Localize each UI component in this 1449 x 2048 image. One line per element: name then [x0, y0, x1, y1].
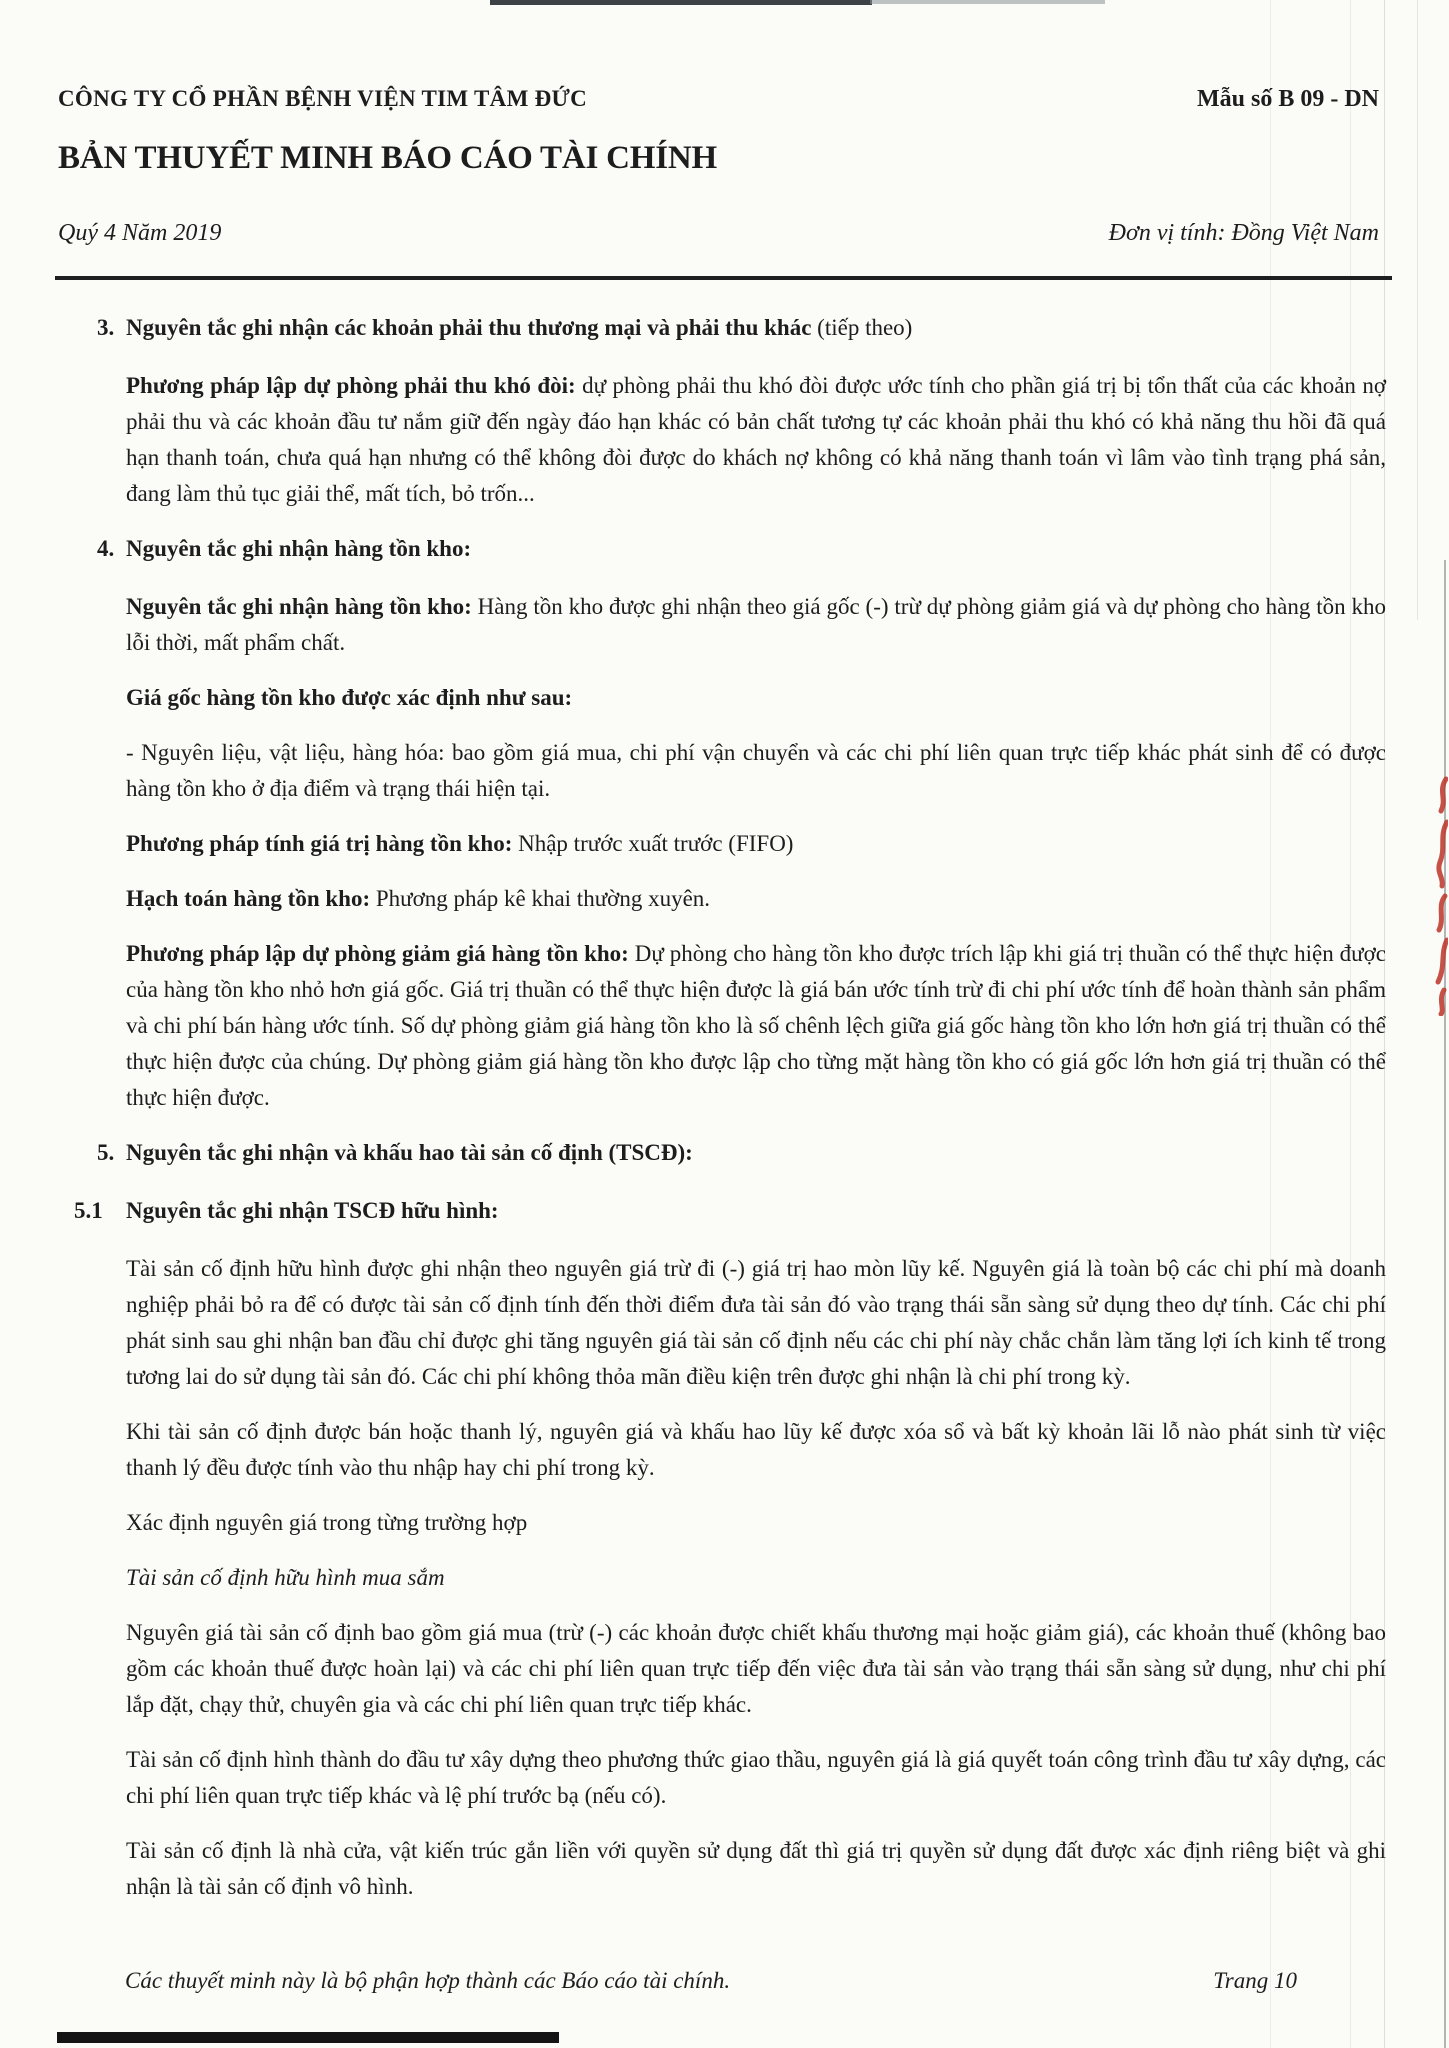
- paragraph-text: Hàng tồn kho được ghi nhận theo giá gốc (-) trừ dự phòng giảm giá và dự phòng cho hàng tồn kho lỗi thời, mất phẩm chất.: [126, 594, 1386, 655]
- paragraph: Tài sản cố định là nhà cửa, vật kiến trúc gắn liền với quyền sử dụng đất thì giá trị quyền sử dụng đất được xác định riêng biệt và ghi nhận là tài sản cố định vô hình.: [126, 1838, 1386, 1899]
- paragraph-text: Phương pháp kê khai thường xuyên.: [370, 886, 711, 911]
- scan-edge-bar-top-light: [870, 0, 1105, 4]
- paragraph-lead: Nguyên tắc ghi nhận hàng tồn kho:: [126, 594, 472, 619]
- paragraph: [126, 589, 1386, 661]
- section-number: 3.: [97, 315, 115, 340]
- report-title: BẢN THUYẾT MINH BÁO CÁO TÀI CHÍNH: [58, 140, 718, 176]
- section-heading: [97, 531, 1386, 567]
- document-body: [74, 303, 1386, 1924]
- section-number: 5.1: [74, 1198, 103, 1223]
- page-number: Trang 10: [1213, 1968, 1297, 1993]
- scan-fold-line: [1417, 0, 1418, 620]
- section-heading: [97, 310, 1386, 346]
- section-number: 5.: [97, 1140, 115, 1165]
- company-name: CÔNG TY CỔ PHẦN BỆNH VIỆN TIM TÂM ĐỨC: [58, 86, 588, 111]
- footer-note: Các thuyết minh này là bộ phận hợp thành các Báo cáo tài chính.: [125, 1968, 731, 1993]
- paragraph-lead: Phương pháp lập dự phòng phải thu khó đòi:: [126, 373, 576, 398]
- paragraph-lead: Hạch toán hàng tồn kho:: [126, 886, 371, 911]
- document-footer: [125, 1968, 1297, 1994]
- subheading-bold: Giá gốc hàng tồn kho được xác định như sau:: [126, 685, 573, 710]
- document-header: [58, 86, 1379, 247]
- section-heading-text: Nguyên tắc ghi nhận TSCĐ hữu hình:: [126, 1198, 499, 1223]
- section-heading-text: Nguyên tắc ghi nhận và khấu hao tài sản cố định (TSCĐ):: [126, 1140, 693, 1165]
- form-number: Mẫu số B 09 - DN: [1196, 86, 1379, 112]
- note-italic: Tài sản cố định hữu hình mua sắm: [126, 1565, 445, 1590]
- paragraph: [126, 936, 1386, 1116]
- paragraph: Khi tài sản cố định được bán hoặc thanh lý, nguyên giá và khấu hao lũy kế được xóa sổ và bất kỳ khoản lãi lỗ nào phát sinh từ việc thanh lý đều được tính vào thu nhập hay chi phí trong kỳ.: [126, 1419, 1386, 1480]
- paragraph: - Nguyên liệu, vật liệu, hàng hóa: bao gồm giá mua, chi phí vận chuyển và các chi phí liên quan trực tiếp khác phát sinh để có được hàng tồn kho ở địa điểm và trạng thái hiện tại.: [126, 740, 1386, 801]
- paragraph-text: dự phòng phải thu khó đòi được ước tính cho phần giá trị bị tổn thất của các khoản nợ phải thu và các khoản đầu tư nắm giữ đến ngày đáo hạn khác có bản chất tương tự các khoản phải thu khó có khả năng thu hồi đã quá hạn thanh toán, chưa quá hạn nhưng có thể không đòi được do khách nợ không có khả năng thanh toán vì lâm vào tình trạng phá sản, đang làm thủ tục giải thể, mất tích, bỏ trốn...: [126, 373, 1386, 506]
- paragraph: Tài sản cố định hữu hình được ghi nhận theo nguyên giá trừ đi (-) giá trị hao mòn lũy kế. Nguyên giá là toàn bộ các chi phí mà doanh nghiệp phải bỏ ra để có được tài sản cố định tính đến thời điểm đưa tài sản đó vào trạng thái sẵn sàng sử dụng theo dự tính. Các chi phí phát sinh sau ghi nhận ban đầu chỉ được ghi tăng nguyên giá tài sản cố định nếu các chi phí này chắc chắn làm tăng lợi ích kinh tế trong tương lai do sử dụng tài sản đó. Các chi phí không thỏa mãn điều kiện trên được ghi nhận là chi phí trong kỳ.: [126, 1256, 1386, 1389]
- red-ink-strokes-icon: [1432, 776, 1448, 1016]
- section-number: 4.: [97, 536, 115, 561]
- red-ink-marks: [1432, 776, 1448, 1021]
- report-period: Quý 4 Năm 2019: [58, 220, 222, 246]
- section-heading: [97, 1135, 1386, 1171]
- paragraph: Tài sản cố định hình thành do đầu tư xây dựng theo phương thức giao thầu, nguyên giá là giá quyết toán công trình đầu tư xây dựng, các chi phí liên quan trực tiếp khác và lệ phí trước bạ (nếu có).: [126, 1747, 1386, 1808]
- section-heading: [74, 1193, 1386, 1229]
- scan-edge-bar-bottom: [57, 2032, 559, 2043]
- paragraph-text: Dự phòng cho hàng tồn kho được trích lập khi giá trị thuần có thể thực hiện được của hàng tồn kho nhỏ hơn giá gốc. Giá trị thuần có thể thực hiện được là giá bán ước tính trừ đi chi phí ước tính để hoàn thành sản phẩm và chi phí bán hàng ước tính. Số dự phòng giảm giá hàng tồn kho là số chênh lệch giữa giá gốc hàng tồn kho lớn hơn giá trị thuần có thể thực hiện được của chúng. Dự phòng giảm giá hàng tồn kho được lập cho từng mặt hàng tồn kho có giá gốc lớn hơn giá trị thuần có thể thực hiện được.: [126, 941, 1386, 1110]
- paragraph: Nguyên giá tài sản cố định bao gồm giá mua (trừ (-) các khoản được chiết khấu thương mại hoặc giảm giá), các khoản thuế (không bao gồm các khoản thuế được hoàn lại) và các chi phí liên quan trực tiếp đến việc đưa tài sản vào trạng thái sẵn sàng sử dụng, như chi phí lắp đặt, chạy thử, chuyên gia và các chi phí liên quan trực tiếp khác.: [126, 1620, 1386, 1717]
- header-divider: [55, 276, 1392, 280]
- paragraph: [126, 826, 1386, 862]
- paragraph: [126, 368, 1386, 512]
- currency-unit: Đơn vị tính: Đồng Việt Nam: [1108, 220, 1379, 246]
- scan-edge-bar-top: [490, 0, 872, 5]
- section-heading-suffix: (tiếp theo): [811, 315, 913, 340]
- paragraph-lead: Phương pháp lập dự phòng giảm giá hàng tồn kho:: [126, 941, 629, 966]
- section-heading-text: Nguyên tắc ghi nhận hàng tồn kho:: [126, 536, 472, 561]
- paragraph-lead: Phương pháp tính giá trị hàng tồn kho:: [126, 831, 513, 856]
- paragraph: Xác định nguyên giá trong từng trường hợp: [126, 1510, 528, 1535]
- paragraph: [126, 881, 1386, 917]
- section-heading-text: Nguyên tắc ghi nhận các khoản phải thu thương mại và phải thu khác: [126, 315, 812, 340]
- paragraph-text: Nhập trước xuất trước (FIFO): [512, 831, 794, 856]
